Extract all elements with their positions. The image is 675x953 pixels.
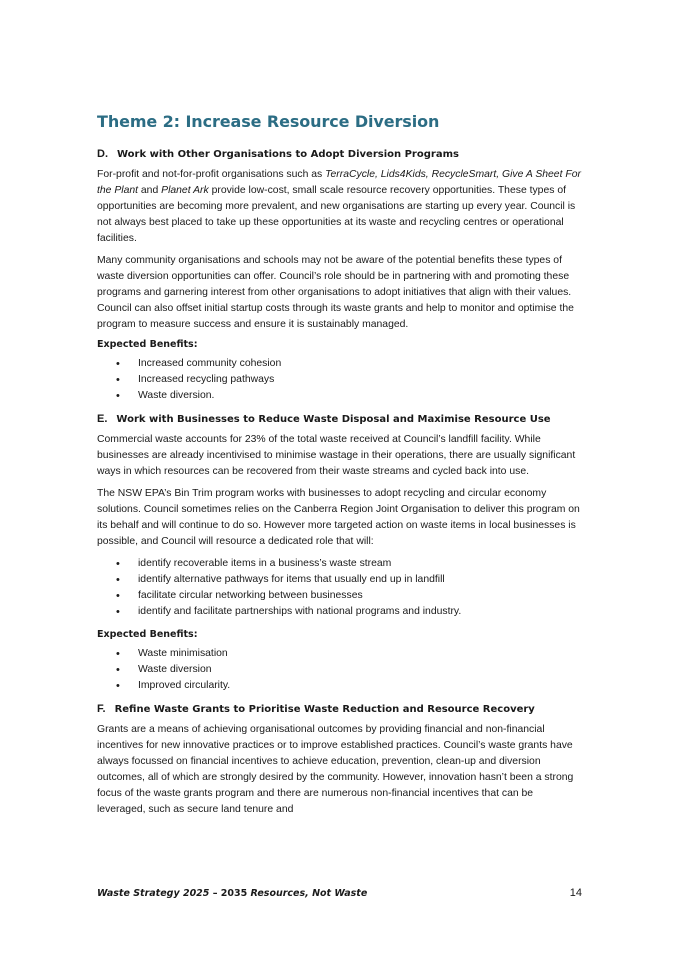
- section-d-heading: [97, 148, 582, 160]
- section-e-title: Work with Businesses to Reduce Waste Disposal and Maximise Resource Use: [116, 414, 551, 425]
- list-item: • Waste minimisation: [97, 646, 582, 662]
- list-item: • identify alternative pathways for items that usually end up in landfill: [97, 572, 582, 588]
- section-e-letter: E.: [97, 413, 108, 425]
- section-f-letter: F.: [97, 703, 106, 715]
- list-item: • identify and facilitate partnerships with national programs and industry.: [97, 604, 582, 620]
- page-footer: [97, 887, 582, 899]
- section-e-paragraph-2: The NSW EPA’s Bin Trim program works with businesses to adopt recycling and circular economy solutions. Council sometimes relies on the Canberra Region Joint Organisation to deliver this program on its behalf and will continue to do so. However more targeted action on waste items in local businesses is possible, and Council will resource a dedicated role that will:: [97, 488, 580, 547]
- footer-title: Waste Strategy 2025 – 2035 Resources, Not Waste: [97, 888, 368, 899]
- page-number: 14: [569, 887, 582, 899]
- list-item: • facilitate circular networking between businesses: [97, 588, 582, 604]
- list-item: • Waste diversion.: [97, 388, 582, 404]
- section-d-paragraph-2: Many community organisations and schools may not be aware of the potential benefits these types of waste diversion opportunities can offer. Council’s role should be in partnering with and promoting these programs and garnering interest from other organisations to adopt initiatives that align with their values. Council can also offset initial startup costs through its waste grants and help to monitor and optimise the program to measure success and ensure it is sustainably managed.: [97, 255, 574, 330]
- section-e-benefits-heading: Expected Benefits:: [97, 629, 198, 640]
- section-d-benefits-list: [97, 356, 582, 404]
- document-page: [97, 112, 582, 824]
- section-d-paragraph-1: For-profit and not-for-profit organisations such as TerraCycle, Lids4Kids, RecycleSmart, Give A Sheet For the Plant and Planet Ark provide low-cost, small scale resource recovery opportunities. These types of opportunities are becoming more prevalent, and new organisations are starting up every year. Council is not always best placed to take up these opportunities at its waste and recycling centres or operational facilities.: [97, 169, 581, 244]
- section-f-paragraph-1: Grants are a means of achieving organisational outcomes by providing financial and non-financial incentives for new innovative practices or to improve established practices. Council’s waste grants have always focussed on financial incentives to achieve education, prevention, clean-up and diversion outcomes, all of which are strongly desired by the community. However, innovation hasn’t been a strong focus of the waste grants program and there are numerous non-financial incentives that can be leveraged, such as secure land tenure and: [97, 724, 574, 815]
- section-f-heading: [97, 703, 582, 715]
- section-e-paragraph-1: Commercial waste accounts for 23% of the total waste received at Council’s landfill facility. While businesses are already incentivised to minimise wastage in their operations, there are usually significant ways in which resources can be recovered from their waste streams and cycled back into use.: [97, 434, 576, 477]
- section-f-title: Refine Waste Grants to Prioritise Waste Reduction and Resource Recovery: [114, 704, 535, 715]
- section-d-benefits-heading: Expected Benefits:: [97, 339, 198, 350]
- theme-title: Theme 2: Increase Resource Diversion: [97, 112, 440, 131]
- list-item: • Waste diversion: [97, 662, 582, 678]
- list-item: • Improved circularity.: [97, 678, 582, 694]
- list-item: • Increased recycling pathways: [97, 372, 582, 388]
- section-e-heading: [97, 413, 582, 425]
- section-d-title: Work with Other Organisations to Adopt Diversion Programs: [117, 149, 459, 160]
- section-d-letter: D.: [97, 148, 108, 160]
- section-e-actions-list: [97, 556, 582, 620]
- list-item: • Increased community cohesion: [97, 356, 582, 372]
- list-item: • identify recoverable items in a business’s waste stream: [97, 556, 582, 572]
- section-e-benefits-list: [97, 646, 582, 694]
